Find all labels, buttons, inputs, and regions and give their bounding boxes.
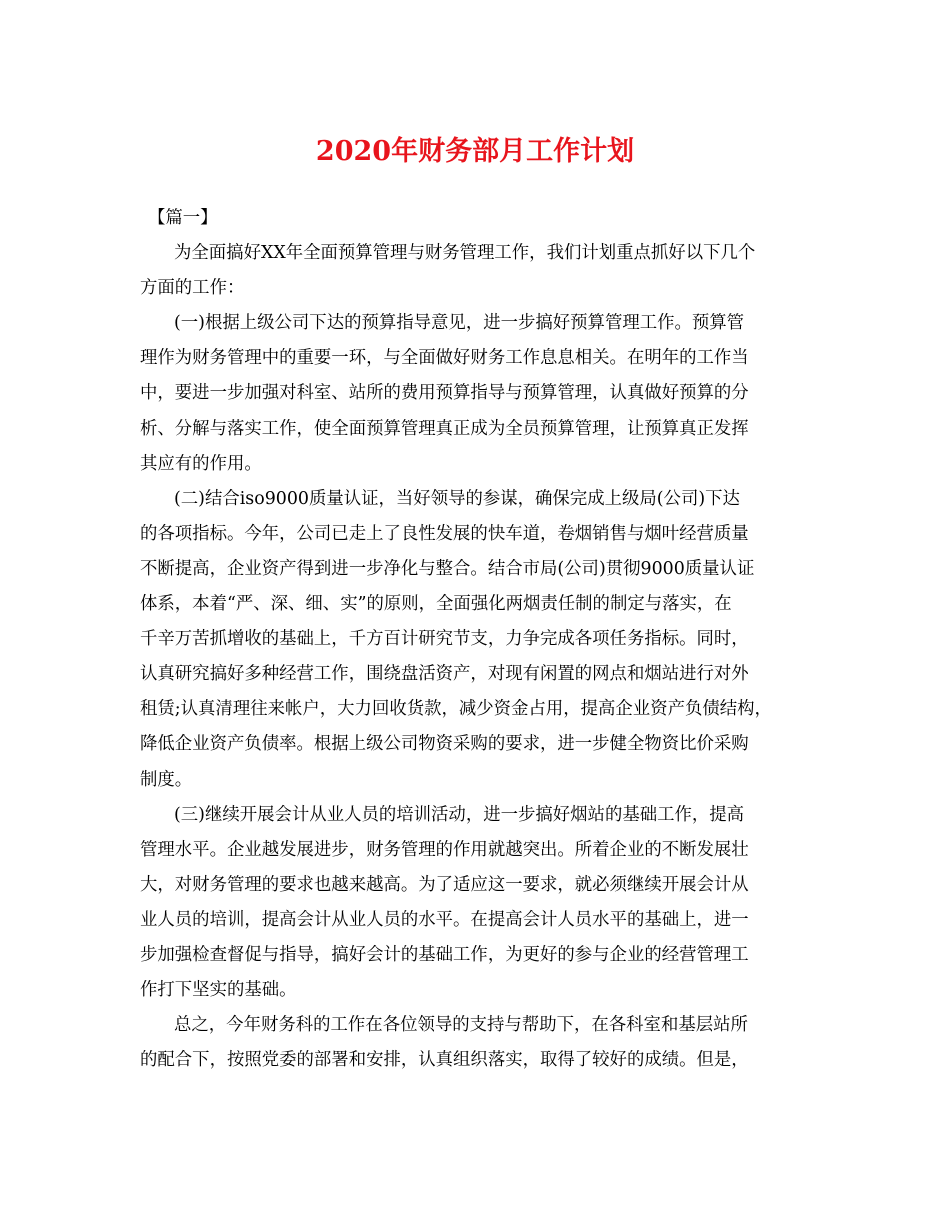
document-title: 2020年财务部月工作计划 — [315, 136, 635, 167]
text-line: 的各项指标。今年，公司已走上了良性发展的快车道，卷烟销售与烟叶经营质量 — [140, 523, 749, 544]
text-line: 方面的工作： — [140, 278, 245, 299]
text-line: 业人员的培训，提高会计从业人员的水平。在提高会计人员水平的基础上，进一 — [140, 909, 749, 930]
text-line: 制度。 — [140, 769, 193, 790]
text-line: 体系，本着“严、深、细、实”的原则，全面强化两烟责任制的制定与落实，在 — [140, 594, 732, 615]
text-line: (三)继续开展会计从业人员的培训活动，进一步搞好烟站的基础工作，提高 — [174, 804, 745, 825]
text-line: 理作为财务管理中的重要一环，与全面做好财务工作息息相关。在明年的工作当 — [140, 348, 749, 369]
text-line: 不断提高，企业资产得到进一步净化与整合。结合市局(公司)贯彻9000质量认证 — [140, 558, 755, 579]
text-line: 的配合下，按照党委的部署和安排，认真组织落实，取得了较好的成绩。但是， — [140, 1050, 749, 1071]
text-line: (二)结合iso9000质量认证，当好领导的参谋，确保完成上级局(公司)下达 — [174, 488, 740, 509]
text-line: 析、分解与落实工作，使全面预算管理真正成为全员预算管理，让预算真正发挥 — [140, 418, 749, 439]
text-line: 总之，今年财务科的工作在各位领导的支持与帮助下，在各科室和基层站所 — [174, 1015, 748, 1036]
text-line: 其应有的作用。 — [140, 453, 262, 474]
text-line: 步加强检查督促与指导，搞好会计的基础工作，为更好的参与企业的经营管理工 — [140, 944, 749, 965]
text-line: (一)根据上级公司下达的预算指导意见，进一步搞好预算管理工作。预算管 — [174, 313, 745, 334]
text-line: 【篇一】 — [148, 208, 218, 228]
document-body — [140, 201, 820, 1078]
text-line: 大，对财务管理的要求也越来越高。为了适应这一要求，就必须继续开展会计从 — [140, 874, 749, 895]
text-line: 认真研究搞好多种经营工作，围绕盘活资产，对现有闲置的网点和烟站进行对外 — [140, 664, 749, 685]
text-line: 中，要进一步加强对科室、站所的费用预算指导与预算管理，认真做好预算的分 — [140, 383, 749, 404]
text-line: 管理水平。企业越发展进步，财务管理的作用就越突出。所着企业的不断发展壮 — [140, 839, 749, 860]
text-line: 降低企业资产负债率。根据上级公司物资采购的要求，进一步健全物资比价采购 — [140, 734, 749, 755]
text-line: 作打下坚实的基础。 — [140, 980, 297, 1001]
text-line: 千辛万苦抓增收的基础上，千方百计研究节支，力争完成各项任务指标。同时， — [140, 629, 749, 650]
text-line: 为全面搞好XX年全面预算管理与财务管理工作，我们计划重点抓好以下几个 — [174, 243, 756, 264]
text-line: 租赁;认真清理往来帐户，大力回收货款，减少资金占用，提高企业资产负债结构， — [140, 699, 772, 720]
